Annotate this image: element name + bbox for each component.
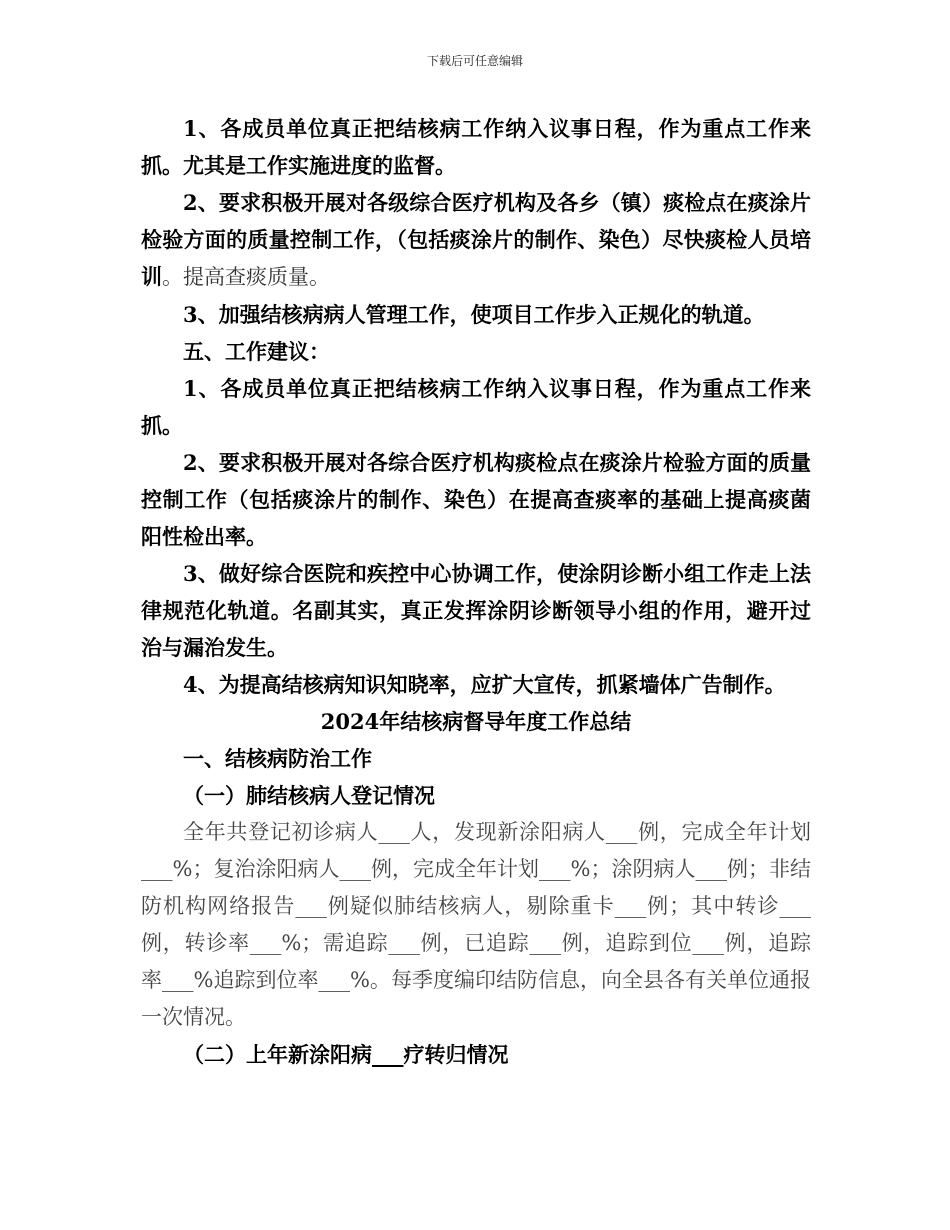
paragraph-2: 2、要求积极开展对各级综合医疗机构及各乡（镇）痰检点在痰涂片检验方面的质量控制工作，（包括痰涂片的制作、染色）尽快痰检人员培训。提高查痰质量。	[141, 190, 811, 289]
paragraph-registration: 全年共登记初诊病人___人，发现新涂阳病人___例，完成全年计划___%；复治涂阳病人___例，完成全年计划___%；涂阴病人___例；非结防机构网络报告___例疑似肺结核病人，剔除重卡___例；其中转诊___例，转诊率___%；需追踪___例，已追踪___例，追踪到位___例，追踪率___%追踪到位率___%。每季度编印结防信息，向全县各有关单位通报一次情况。	[141, 820, 811, 1029]
document-title: 2024年结核病督导年度工作总结	[320, 709, 632, 734]
page-header: 下载后可任意编辑	[426, 54, 523, 68]
paragraph-7: 3、做好综合医院和疾控中心协调工作，使涂阴诊断小组工作走上法律规范化轨道。名副其实，真正发挥涂阴诊断领导小组的作用，避开过治与漏治发生。	[141, 561, 811, 660]
document-body	[141, 110, 811, 1073]
subsection-heading-2: （二）上年新涂阳病___疗转归情况	[183, 1042, 509, 1067]
paragraph-6: 2、要求积极开展对各综合医疗机构痰检点在痰涂片检验方面的质量控制工作（包括痰涂片的制作、染色）在提高查痰率的基础上提高痰菌阳性检出率。	[141, 450, 811, 549]
paragraph-5: 1、各成员单位真正把结核病工作纳入议事日程，作为重点工作来抓。	[141, 376, 811, 438]
paragraph-3: 3、加强结核病病人管理工作，使项目工作步入正规化的轨道。	[183, 302, 765, 327]
section-heading-one: 一、结核病防治工作	[183, 746, 372, 771]
section-heading-five: 五、工作建议：	[183, 339, 330, 364]
paragraph-1: 1、各成员单位真正把结核病工作纳入议事日程，作为重点工作来抓。尤其是工作实施进度的监督。	[141, 116, 811, 178]
paragraph-8: 4、为提高结核病知识知晓率，应扩大宣传，抓紧墙体广告制作。	[183, 672, 786, 697]
subsection-heading-1: （一）肺结核病人登记情况	[183, 783, 435, 808]
